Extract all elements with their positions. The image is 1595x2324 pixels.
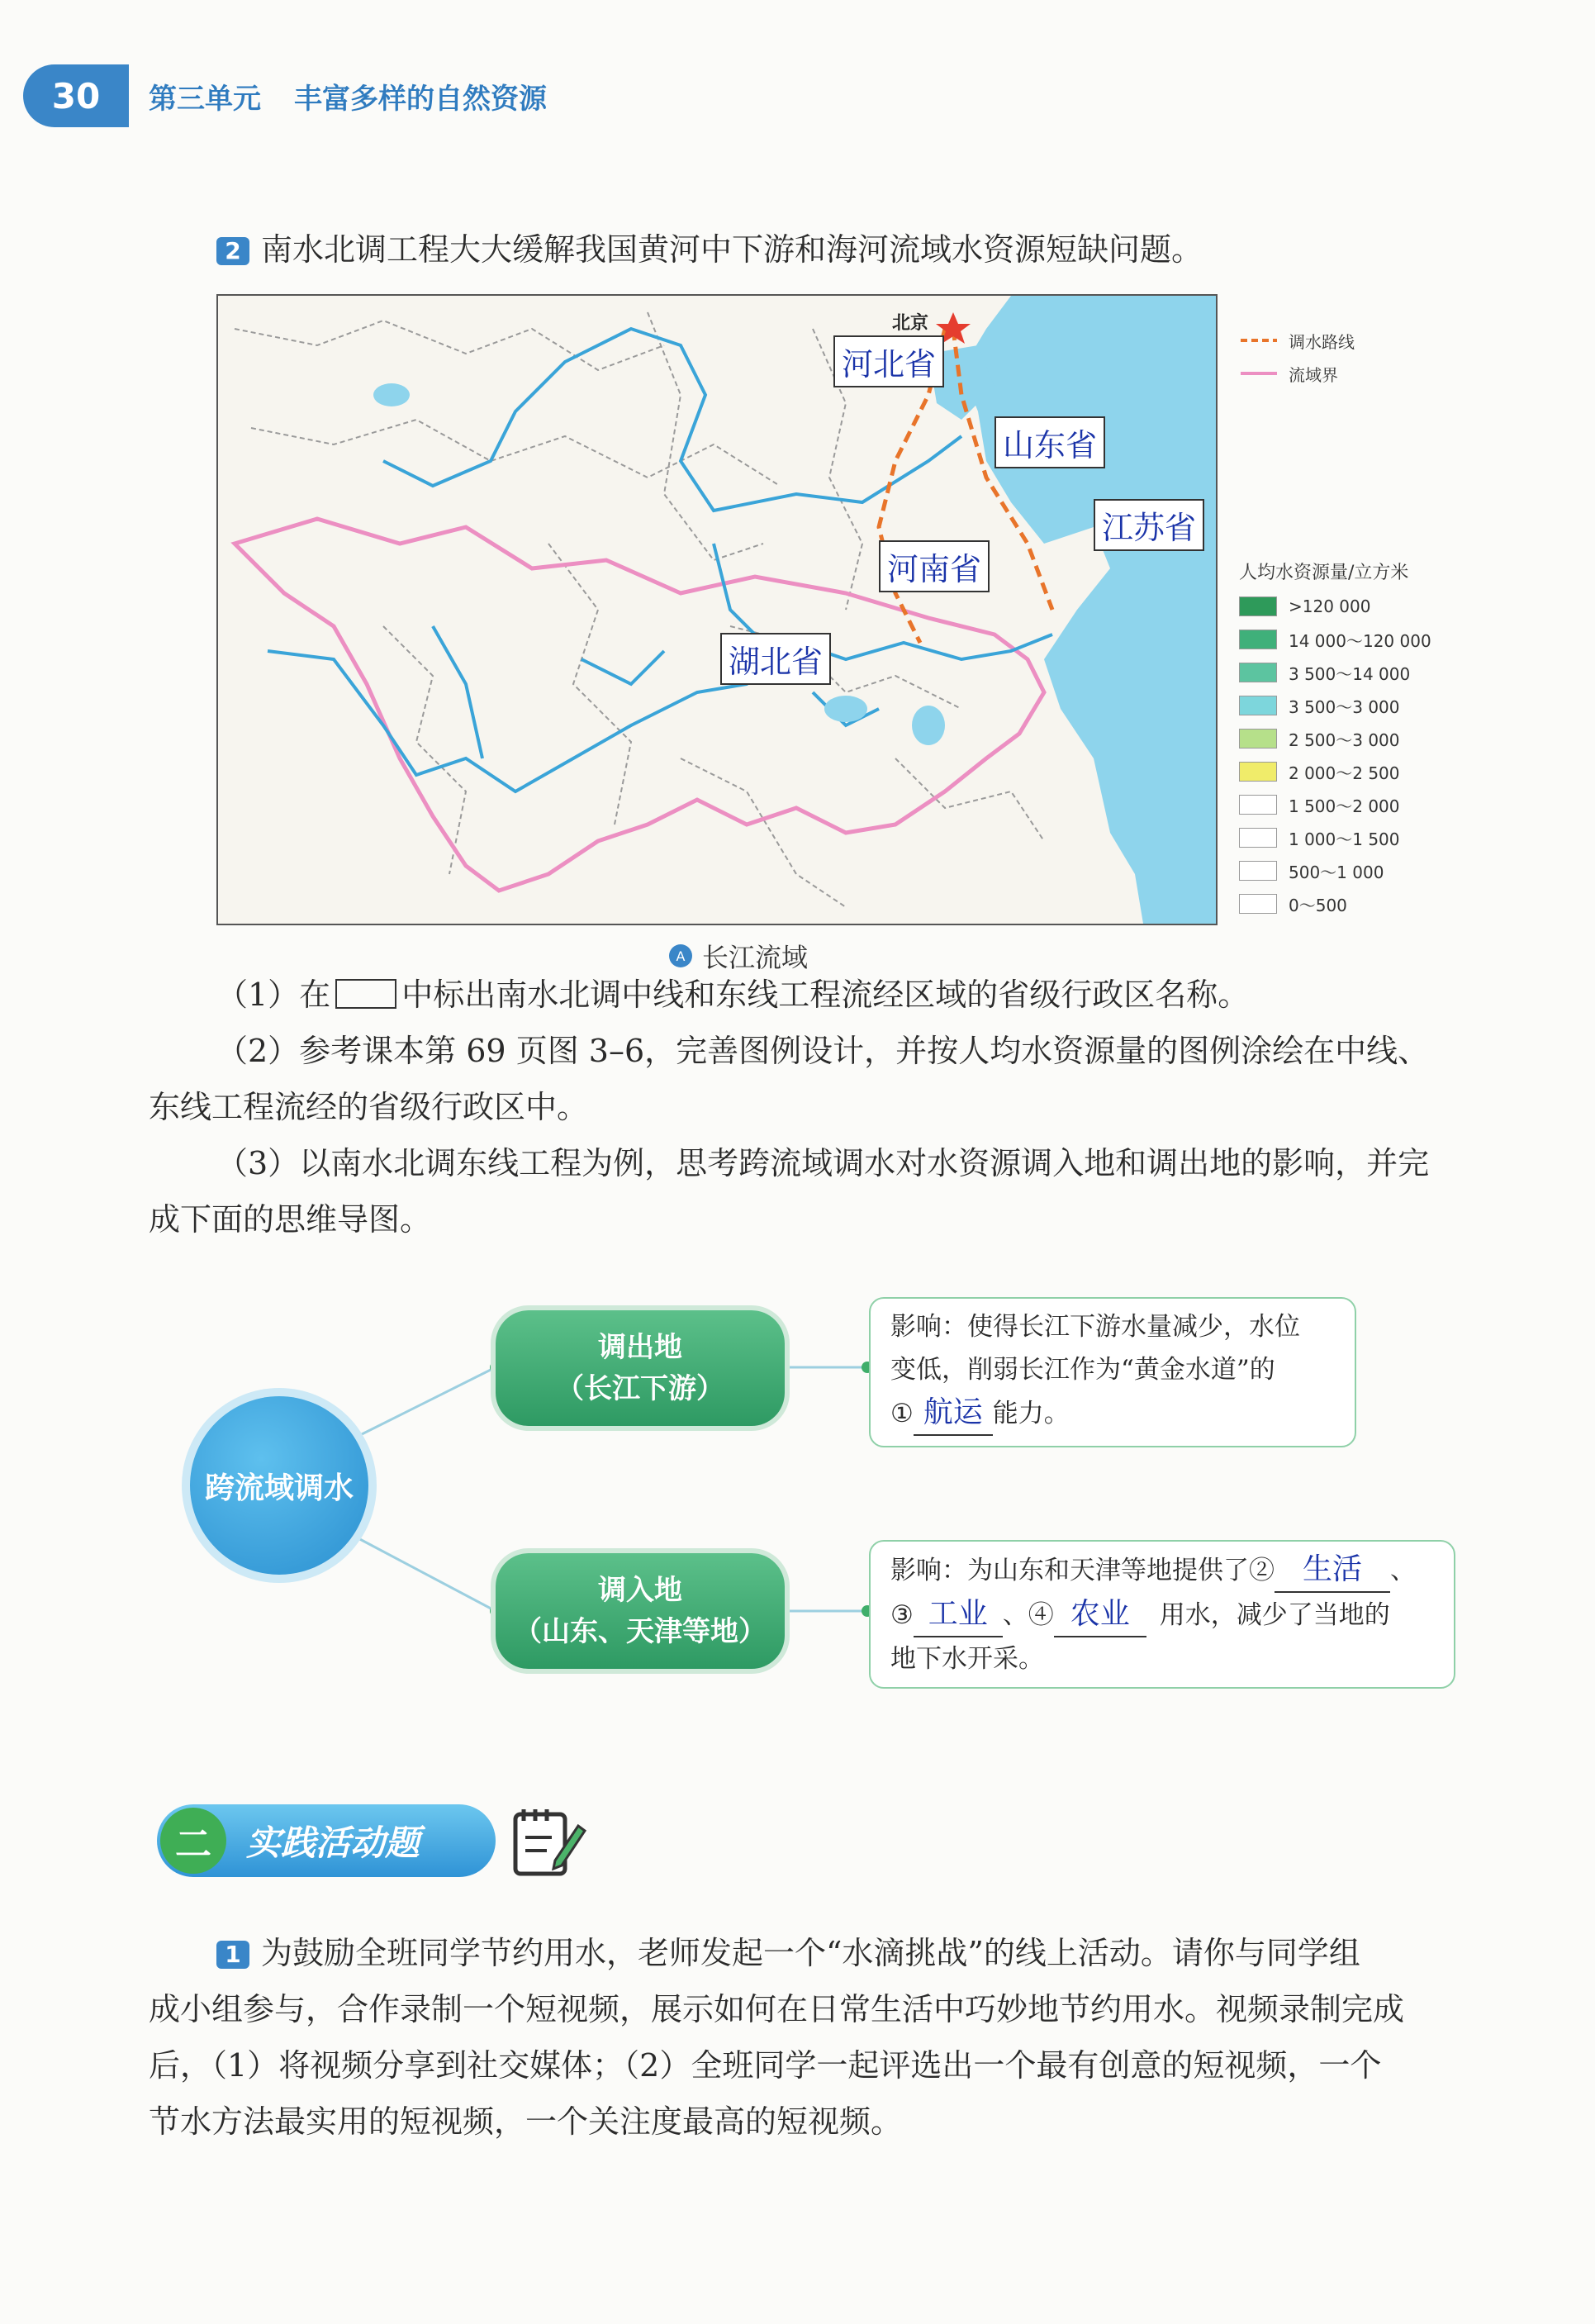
sub-question-1-start: （1）在 <box>216 977 331 1013</box>
legend-item-label: 14 000～120 000 <box>1289 630 1431 651</box>
outflow-subtitle: （长江下游） <box>556 1372 724 1405</box>
legend-item-label: 1 000～1 500 <box>1289 829 1400 849</box>
sub-question-1-end: 中标出南水北调中线和东线工程流经区域的省级行政区名称。 <box>401 977 1250 1013</box>
legend-route-label: 调水路线 <box>1289 331 1355 352</box>
province-label-shandong: 山东省 <box>995 416 1105 468</box>
mindmap-node-inflow <box>496 1553 785 1669</box>
sub-question-2-cont: 东线工程流经的省级行政区中。 <box>149 1089 589 1125</box>
outflow-impact-line1: 影响：使得长江下游水量减少，水位 <box>890 1312 1300 1342</box>
legend-item-label: 3 500～14 000 <box>1289 663 1411 684</box>
province-label-henan: 河南省 <box>879 540 990 592</box>
inflow-impact-line2 <box>890 1593 1434 1637</box>
mindmap-node-outflow <box>496 1310 785 1426</box>
unit-label: 第三单元 <box>149 83 261 116</box>
notepad-pencil-icon <box>509 1801 588 1880</box>
inflow-impact-start: 影响：为山东和天津等地提供了② <box>890 1556 1275 1585</box>
blank-marker-3: ③ <box>890 1600 914 1630</box>
legend-item-label: 0～500 <box>1289 895 1347 915</box>
inflow-impact-line1 <box>890 1548 1434 1593</box>
unit-title: 丰富多样的自然资源 <box>294 83 547 116</box>
practice-q1-text1: 为鼓励全班同学节约用水，老师发起一个“水滴挑战”的线上活动。请你与同学组 <box>261 1935 1360 1971</box>
sub-question-2: （2）参考课本第 69 页图 3–6，完善图例设计，并按人均水资源量的图例涂绘在中线、 <box>216 1033 1430 1069</box>
legend-item-label: 2 500～3 000 <box>1289 730 1400 750</box>
province-label-jiangsu: 江苏省 <box>1094 499 1204 551</box>
page-number: 30 <box>23 64 129 127</box>
inflow-subtitle: （山东、天津等地） <box>514 1615 767 1648</box>
sub-question-3: （3）以南水北调东线工程为例，思考跨流域调水对水资源调入地和调出地的影响，并完 <box>216 1145 1430 1181</box>
province-label-hubei: 湖北省 <box>720 633 831 685</box>
outflow-impact-tail: 能力。 <box>992 1399 1070 1428</box>
outflow-impact-line3 <box>890 1391 1335 1436</box>
inflow-impact-line3: 地下水开采。 <box>890 1644 1044 1674</box>
mindmap-center: 跨流域调水 <box>190 1396 368 1575</box>
province-label-hebei: 河北省 <box>833 335 944 387</box>
question-2-text: 南水北调工程大大缓解我国黄河中下游和海河流域水资源短缺问题。 <box>261 231 1203 268</box>
section-2-header <box>157 1804 496 1877</box>
sub-question-3-cont: 成下面的思维导图。 <box>149 1201 432 1238</box>
inflow-impact-tail: 用水，减少了当地的 <box>1159 1600 1390 1630</box>
legend-item-label: 3 500～3 000 <box>1289 696 1400 717</box>
practice-badge: 1 <box>216 1941 249 1969</box>
legend-boundary-label: 流域界 <box>1289 364 1338 385</box>
legend-item-label: >120 000 <box>1289 596 1371 616</box>
inflow-separator: 、 <box>1390 1556 1416 1585</box>
legend-item-label: 2 000～2 500 <box>1289 763 1400 783</box>
inflow-title: 调入地 <box>598 1574 682 1607</box>
inflow-impact-box <box>869 1540 1455 1689</box>
outflow-impact-line2: 变低，削弱长江作为“黄金水道”的 <box>890 1355 1275 1385</box>
answer-blank-1: 航运 <box>914 1391 993 1436</box>
answer-blank-4: 农业 <box>1054 1593 1146 1637</box>
outflow-title: 调出地 <box>598 1331 682 1364</box>
practice-q1-line3: 后，（1）将视频分享到社交媒体；（2）全班同学一起评选出一个最有创意的短视频，一个 <box>149 2047 1382 2084</box>
legend-title: 人均水资源量/立方米 <box>1239 563 1409 583</box>
section-title: 实践活动题 <box>246 1823 420 1863</box>
answer-blank-3: 工业 <box>914 1593 1003 1637</box>
practice-q1-line4: 节水方法最实用的短视频，一个关注度最高的短视频。 <box>149 2103 903 2140</box>
blank-marker-4: 、④ <box>1002 1600 1054 1630</box>
caption-text: 长江流域 <box>702 942 809 973</box>
outflow-impact-box <box>869 1297 1356 1447</box>
answer-blank-2: 生活 <box>1275 1548 1390 1593</box>
legend-item-label: 500～1 000 <box>1289 862 1384 882</box>
practice-q1-line1 <box>216 1925 1360 1981</box>
caption-icon: A <box>669 944 692 967</box>
city-label-beijing: 北京 <box>892 313 929 334</box>
section-number: 二 <box>160 1808 226 1874</box>
blank-marker-1: ① <box>890 1399 914 1428</box>
practice-q1-line2: 成小组参与，合作录制一个短视频，展示如何在日常生活中巧妙地节约用水。视频录制完成 <box>149 1991 1405 2027</box>
question-badge: 2 <box>216 237 249 265</box>
legend-item-label: 1 500～2 000 <box>1289 796 1400 816</box>
